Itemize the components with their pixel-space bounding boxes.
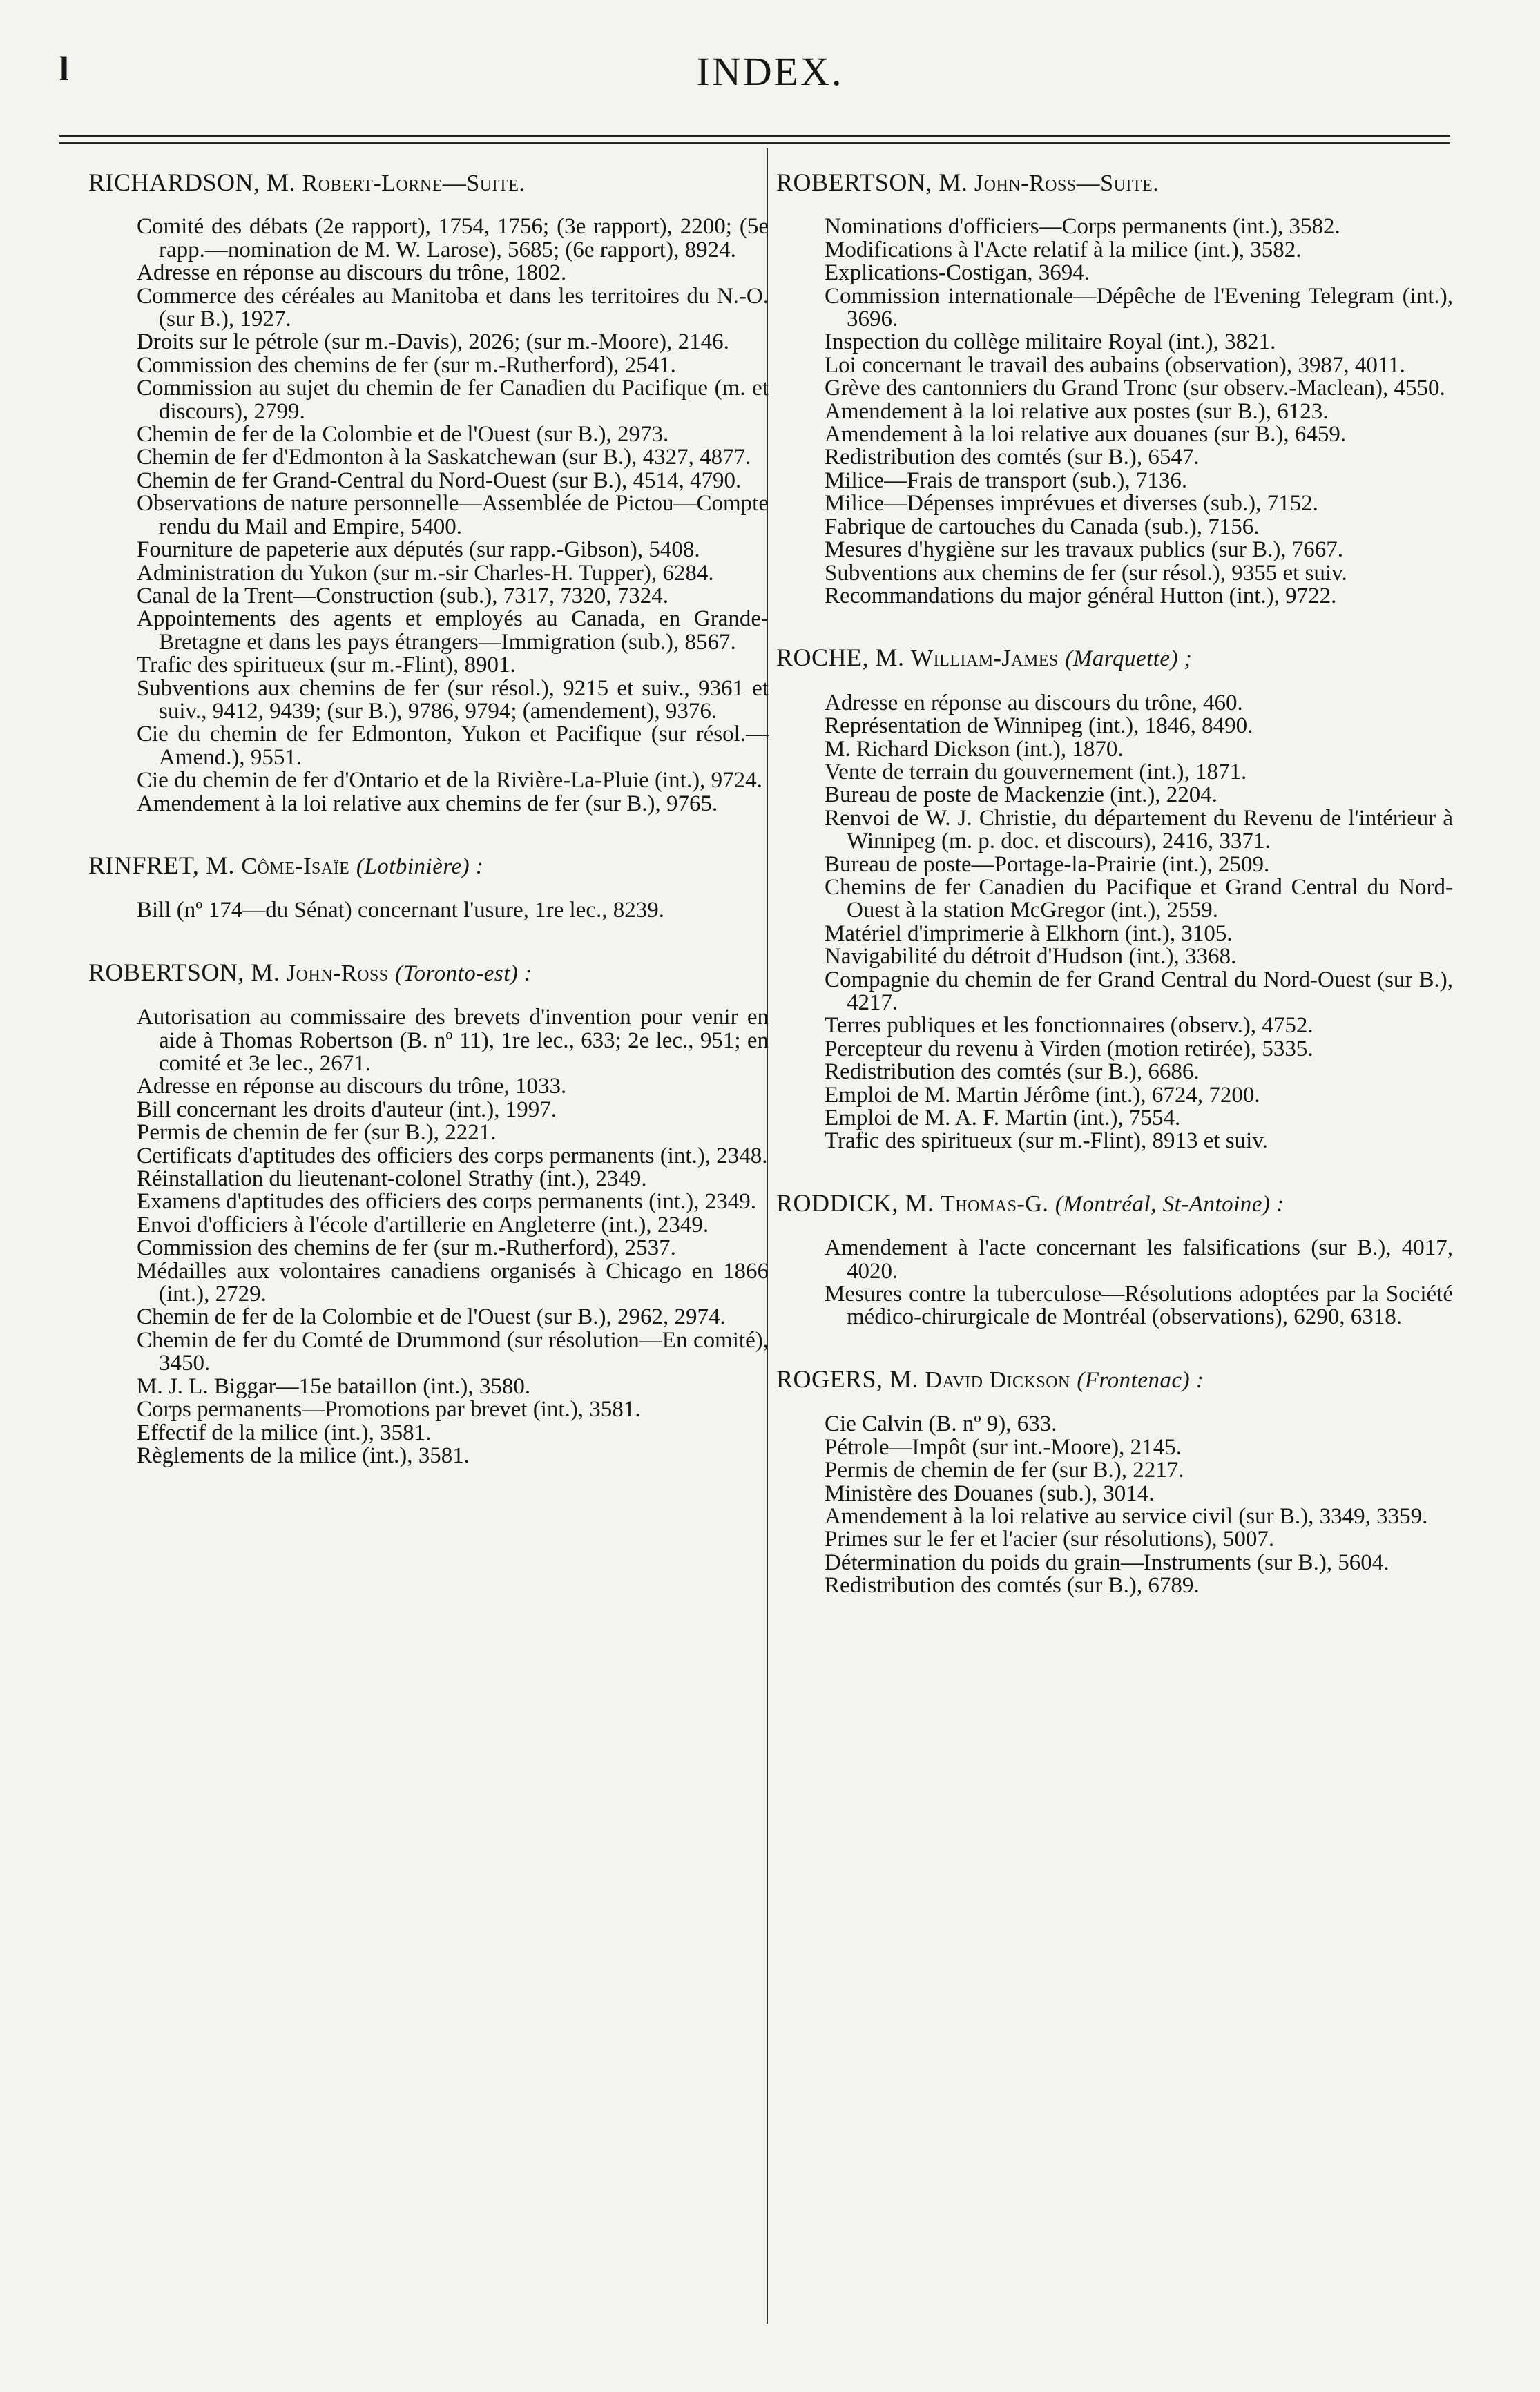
member-heading <box>776 168 1453 196</box>
member-firstname: David Dickson <box>925 1367 1070 1393</box>
index-entry: Bureau de poste—Portage-la-Prairie (int.), 2509. <box>825 851 1270 877</box>
index-entry-section <box>776 646 1453 1153</box>
index-entry: Milice—Frais de transport (sub.), 7136. <box>825 467 1188 493</box>
index-entry: Primes sur le fer et l'acier (sur résolutions), 5007. <box>825 1527 1275 1552</box>
index-entry: Corps permanents—Promotions par brevet (int.), 3581. <box>137 1397 641 1422</box>
page-number: l <box>59 49 69 88</box>
index-entry: Commission des chemins de fer (sur m.-Rutherford), 2537. <box>137 1235 676 1261</box>
member-surname: RINFRET, M. <box>88 851 235 879</box>
member-surname: ROBERTSON, M. <box>776 168 968 196</box>
entry-list <box>776 1237 1453 1329</box>
entry-list <box>88 899 769 922</box>
index-entry: Droits sur le pétrole (sur m.-Davis), 2026; (sur m.-Moore), 2146. <box>137 329 729 355</box>
index-entry: Envoi d'officiers à l'école d'artillerie en Angleterre (int.), 2349. <box>137 1212 709 1237</box>
index-entry: Chemin de fer de la Colombie et de l'Ouest (sur B.), 2973. <box>137 422 669 447</box>
index-entry: Adresse en réponse au discours du trône, 460. <box>825 690 1243 715</box>
header-rule-secondary <box>59 142 1450 144</box>
index-entry: Représentation de Winnipeg (int.), 1846, 8490. <box>825 713 1253 739</box>
index-entry: Redistribution des comtés (sur B.), 6686. <box>825 1059 1200 1085</box>
index-entry-section <box>88 168 769 816</box>
index-entry: Chemin de fer d'Edmonton à la Saskatchewan (sur B.), 4327, 4877. <box>137 445 751 470</box>
index-entry: Chemins de fer Canadien du Pacifique et Grand Central du Nord-Ouest à la station McGregor (int.), 2559. <box>825 874 1453 923</box>
index-entry: Nominations d'officiers—Corps permanents (int.), 3582. <box>825 214 1340 240</box>
member-heading <box>88 958 769 986</box>
index-entry: Amendement à la loi relative aux chemins de fer (sur B.), 9765. <box>137 791 718 816</box>
index-entry: Observations de nature personnelle—Assemblée de Pictou—Compte rendu du Mail and Empire, 5400. <box>137 491 769 539</box>
index-entry: Cie Calvin (B. nº 9), 633. <box>825 1411 1057 1437</box>
index-entry: Appointements des agents et employés au Canada, en Grande-Bretagne et dans les pays étrangers—Immigration (sub.), 8567. <box>137 606 769 655</box>
entry-list <box>776 1413 1453 1597</box>
index-entry: Amendement à l'acte concernant les falsifications (sur B.), 4017, 4020. <box>825 1235 1453 1284</box>
member-firstname: Côme-Isaïe <box>241 853 350 879</box>
index-entry: Terres publiques et les fonctionnaires (observ.), 4752. <box>825 1013 1313 1039</box>
index-entry: Milice—Dépenses imprévues et diverses (sub.), 7152. <box>825 491 1318 517</box>
member-firstname: William-James <box>911 646 1059 672</box>
index-entry: Emploi de M. A. F. Martin (int.), 7554. <box>825 1106 1181 1131</box>
index-entry: Explications-Costigan, 3694. <box>825 260 1090 286</box>
index-entry: Mesures d'hygiène sur les travaux publics (sur B.), 7667. <box>825 537 1344 563</box>
index-entry: Recommandations du major général Hutton (int.), 9722. <box>825 583 1337 608</box>
member-firstname: John-Ross <box>286 960 389 986</box>
member-suffix: —Suite. <box>442 171 526 196</box>
index-entry: Trafic des spiritueux (sur m.-Flint), 8901. <box>137 653 516 678</box>
index-entry: Comité des débats (2e rapport), 1754, 1756; (3e rapport), 2200; (5e rapp.—nomination de M. W. Larose), 5685; (6e rapport), 8924. <box>137 214 769 262</box>
index-entry: M. J. L. Biggar—15e bataillon (int.), 3580. <box>137 1373 531 1399</box>
entry-list <box>776 215 1453 608</box>
member-heading <box>88 168 769 196</box>
index-entry: Renvoi de W. J. Christie, du département du Revenu de l'intérieur à Winnipeg (m. p. doc. et discours), 2416, 3371. <box>825 805 1453 854</box>
index-entry: Cie du chemin de fer d'Ontario et de la Rivière-La-Pluie (int.), 9724. <box>137 768 762 793</box>
index-entry: Redistribution des comtés (sur B.), 6789. <box>825 1573 1200 1599</box>
index-entry: Commission au sujet du chemin de fer Canadien du Pacifique (m. et discours), 2799. <box>137 376 769 424</box>
index-entry: Certificats d'aptitudes des officiers des corps permanents (int.), 2348. <box>137 1143 768 1168</box>
member-heading <box>776 646 1453 671</box>
entry-list <box>88 1006 769 1467</box>
member-surname: ROBERTSON, M. <box>88 958 280 986</box>
member-firstname: Thomas-G. <box>941 1190 1049 1217</box>
index-entry: Subventions aux chemins de fer (sur résol.), 9355 et suiv. <box>825 560 1347 586</box>
index-column-left <box>88 168 769 1506</box>
entry-list <box>776 692 1453 1153</box>
index-entry: Matériel d'imprimerie à Elkhorn (int.), 3105. <box>825 920 1233 946</box>
index-entry: Administration du Yukon (sur m.-sir Charles-H. Tupper), 6284. <box>137 560 714 586</box>
index-entry: Amendement à la loi relative aux douanes (sur B.), 6459. <box>825 422 1347 447</box>
index-entry: Examens d'aptitudes des officiers des corps permanents (int.), 2349. <box>137 1189 757 1215</box>
index-entry: Fabrique de cartouches du Canada (sub.), 7156. <box>825 514 1260 539</box>
member-surname: RODDICK, M. <box>776 1188 934 1217</box>
index-entry: Ministère des Douanes (sub.), 3014. <box>825 1480 1155 1506</box>
member-surname: RICHARDSON, M. <box>88 168 296 196</box>
index-entry: Vente de terrain du gouvernement (int.), 1871. <box>825 759 1247 784</box>
index-entry: Autorisation au commissaire des brevets d'invention pour venir en aide à Thomas Robertson (B. nº 11), 1re lec., 633; 2e lec., 951; en comité et 3e lec., 2671. <box>137 1005 769 1076</box>
index-entry: Canal de la Trent—Construction (sub.), 7317, 7320, 7324. <box>137 583 668 608</box>
page-title: INDEX. <box>696 49 844 94</box>
index-entry: Redistribution des comtés (sur B.), 6547. <box>825 445 1200 470</box>
index-entry: Détermination du poids du grain—Instruments (sur B.), 5604. <box>825 1550 1389 1575</box>
index-entry-section <box>88 958 769 1468</box>
member-surname: ROGERS, M. <box>776 1364 919 1393</box>
member-suffix: —Suite. <box>1076 171 1159 196</box>
index-entry: Chemin de fer du Comté de Drummond (sur résolution—En comité), 3450. <box>137 1327 769 1376</box>
index-entry: Effectif de la milice (int.), 3581. <box>137 1420 432 1445</box>
entry-list <box>88 215 769 816</box>
index-entry: Commission des chemins de fer (sur m.-Rutherford), 2541. <box>137 352 676 378</box>
index-entry: Navigabilité du détroit d'Hudson (int.), 3368. <box>825 944 1237 970</box>
member-heading <box>776 1188 1453 1217</box>
member-heading <box>88 851 769 879</box>
index-entry: Percepteur du revenu à Virden (motion retirée), 5335. <box>825 1036 1313 1061</box>
member-riding: (Toronto-est) : <box>395 961 532 986</box>
member-riding: (Marquette) ; <box>1065 646 1193 672</box>
index-entry-section <box>776 1364 1453 1599</box>
member-riding: (Lotbinière) : <box>356 853 484 879</box>
index-entry-section <box>776 168 1453 608</box>
member-riding: (Montréal, St-Antoine) : <box>1055 1191 1284 1217</box>
index-column-right <box>776 168 1453 1637</box>
index-entry: Règlements de la milice (int.), 3581. <box>137 1443 470 1468</box>
member-surname: ROCHE, M. <box>776 644 905 672</box>
index-entry: Trafic des spiritueux (sur m.-Flint), 8913 et suiv. <box>825 1128 1268 1154</box>
index-entry: Mesures contre la tuberculose—Résolutions adoptées par la Société médico-chirurgicale de Montréal (observations), 6290, 6318. <box>825 1282 1453 1330</box>
header-rule <box>59 135 1450 137</box>
index-entry: Médailles aux volontaires canadiens organisés à Chicago en 1866 (int.), 2729. <box>137 1258 769 1307</box>
index-entry: Emploi de M. Martin Jérôme (int.), 6724, 7200. <box>825 1082 1260 1108</box>
index-entry-section <box>88 851 769 923</box>
index-entry: Grève des cantonniers du Grand Tronc (sur observ.-Maclean), 4550. <box>825 376 1445 401</box>
index-entry: Amendement à la loi relative aux postes (sur B.), 6123. <box>825 398 1329 424</box>
index-entry: Pétrole—Impôt (sur int.-Moore), 2145. <box>825 1434 1182 1460</box>
index-entry: Commerce des céréales au Manitoba et dans les territoires du N.-O. (sur B.), 1927. <box>137 283 769 332</box>
index-entry: Compagnie du chemin de fer Grand Central du Nord-Ouest (sur B.), 4217. <box>825 967 1453 1015</box>
index-entry-section <box>776 1188 1453 1330</box>
index-entry: Adresse en réponse au discours du trône, 1802. <box>137 260 567 286</box>
index-entry: Subventions aux chemins de fer (sur résol.), 9215 et suiv., 9361 et suiv., 9412, 9439; (sur B.), 9786, 9794; (amendement), 9376. <box>137 675 769 724</box>
index-entry: Permis de chemin de fer (sur B.), 2217. <box>825 1458 1184 1483</box>
index-entry: Bill concernant les droits d'auteur (int.), 1997. <box>137 1097 557 1122</box>
index-entry: Amendement à la loi relative au service civil (sur B.), 3349, 3359. <box>825 1503 1428 1529</box>
index-entry: Commission internationale—Dépêche de l'Evening Telegram (int.), 3696. <box>825 283 1453 332</box>
index-entry: Bill (nº 174—du Sénat) concernant l'usure, 1re lec., 8239. <box>137 898 664 923</box>
index-entry: Modifications à l'Acte relatif à la milice (int.), 3582. <box>825 237 1302 262</box>
index-entry: Permis de chemin de fer (sur B.), 2221. <box>137 1120 497 1146</box>
index-entry: Cie du chemin de fer Edmonton, Yukon et Pacifique (sur résol.—Amend.), 9551. <box>137 722 769 770</box>
index-entry: Chemin de fer de la Colombie et de l'Ouest (sur B.), 2962, 2974. <box>137 1304 726 1330</box>
index-entry: Loi concernant le travail des aubains (observation), 3987, 4011. <box>825 352 1405 378</box>
index-entry: Inspection du collège militaire Royal (int.), 3821. <box>825 329 1276 355</box>
index-entry: Adresse en réponse au discours du trône, 1033. <box>137 1074 567 1099</box>
index-entry: M. Richard Dickson (int.), 1870. <box>825 736 1124 762</box>
index-entry: Chemin de fer Grand-Central du Nord-Ouest (sur B.), 4514, 4790. <box>137 467 742 493</box>
member-firstname: John-Ross <box>974 171 1077 196</box>
index-entry: Réinstallation du lieutenant-colonel Strathy (int.), 2349. <box>137 1166 647 1192</box>
member-heading <box>776 1364 1453 1393</box>
member-firstname: Robert-Lorne <box>302 171 443 196</box>
index-entry: Bureau de poste de Mackenzie (int.), 2204. <box>825 782 1218 808</box>
index-entry: Fourniture de papeterie aux députés (sur rapp.-Gibson), 5408. <box>137 537 700 563</box>
member-riding: (Frontenac) : <box>1077 1367 1204 1393</box>
